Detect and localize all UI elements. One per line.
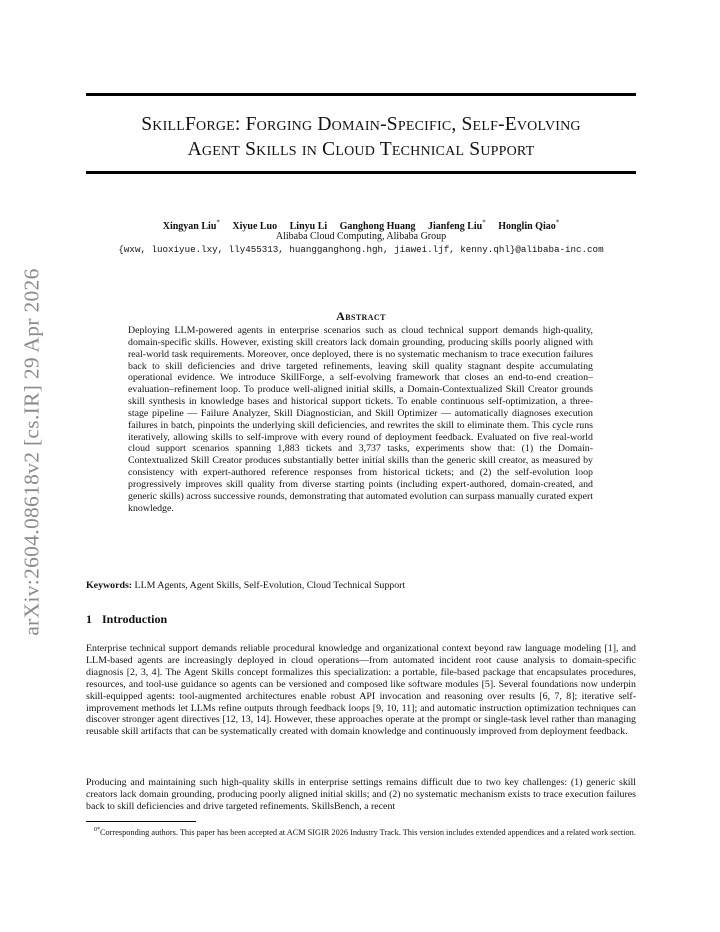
- keywords-label: Keywords:: [86, 580, 133, 591]
- author: Linyu Li: [289, 221, 328, 233]
- title-top-rule: [86, 93, 636, 96]
- title-line-2: Agent Skills in Cloud Technical Support: [187, 139, 535, 160]
- abstract-heading: Abstract: [336, 309, 386, 323]
- section-heading-introduction: [86, 612, 167, 627]
- affiliation: Alibaba Cloud Computing, Alibaba Group: [275, 231, 447, 242]
- footnote-mark: 0*: [94, 827, 100, 833]
- footnote-text: Corresponding authors. This paper has been accepted at ACM SIGIR 2026 Industry Track. This version includes extended appendices and a related work section.: [100, 827, 636, 837]
- section-title: Introduction: [102, 612, 168, 626]
- section-number: 1: [86, 612, 92, 626]
- author: Ganghong Huang: [339, 221, 416, 233]
- author: Xiyue Luo: [232, 221, 278, 233]
- intro-paragraph-2: Producing and maintaining such high-quality skills in enterprise settings remains difficult due to two key challenges: (1) generic skill creators lack domain grounding, producing poorly aligned initial skills; and (2) no systematic mechanism exists to trace execution failures back to skill deficiencies and drive targeted refinements. SkillsBench, a recent: [86, 777, 636, 812]
- title-bottom-rule: [86, 171, 636, 174]
- abstract-body: Deploying LLM-powered agents in enterprise scenarios such as cloud technical support demands high-quality, domain-specific skills. However, existing skill creators lack domain grounding, producing skills poorly aligned with real-world task requirements. Moreover, once deployed, there is no systematic mechanism to trace execution failures back to skill deficiencies and drive targeted refinements, leaving skill quality stagnant despite accumulating operational evidence. We introduce SkillForge, a self-evolving framework that closes an end-to-end creation–evaluation–refinement loop. To produce well-aligned initial skills, a Domain-Contextualized Skill Creator grounds skill synthesis in knowledge bases and historical support tickets. To enable continuous self-optimization, a three-stage pipeline — Failure Analyzer, Skill Diagnostician, and Skill Optimizer — automatically diagnoses execution failures in batch, pinpoints the underlying skill deficiencies, and rewrites the skill to eliminate them. This cycle runs iteratively, allowing skills to self-improve with every round of deployment feedback. Evaluated on five real-world cloud support scenarios spanning 1,883 tickets and 3,737 tasks, experiments show that: (1) the Domain-Contextualized Skill Creator produces substantially better initial skills than the generic skill creator, as measured by consistency with expert-authored reference responses from historical tickets; and (2) the self-evolution loop progressively improves skill quality from diverse starting points (including expert-authored, domain-created, and generic skills) across successive rounds, demonstrating that automated evolution can surpass manually curated expert knowledge.: [128, 325, 593, 514]
- author: Honglin Qiao*: [498, 219, 560, 233]
- intro-paragraph-1: Enterprise technical support demands reliable procedural knowledge and organizational context beyond raw language modeling [1], and LLM-based agents are increasingly deployed in cloud operations—from automated incident root cause analysis to domain-specific diagnosis [2, 3, 4]. The Agent Skills concept formalizes this specialization: a portable, file-based package that encapsulates procedures, resources, and tool-use guidance so agents can be versioned and composed like software modules [5]. Several foundations now underpin skill-equipped agents: tool-augmented architectures enable robust API invocation and reasoning over results [6, 7, 8]; iterative self-improvement methods let LLMs refine outputs through feedback loops [9, 10, 11]; and automatic instruction optimization techniques can discover stronger agent directives [12, 13, 14]. However, these approaches operate at the prompt or single-task level rather than managing reusable skill artifacts that can be systematically created with domain knowledge and continuously improved from deployment feedback.: [86, 643, 636, 738]
- title-line-1: SkillForge: Forging Domain-Specific, Self-Evolving: [141, 114, 581, 135]
- author: Xingyan Liu*: [162, 219, 220, 233]
- keywords-line: [86, 580, 636, 592]
- arxiv-identifier-stamp: [14, 262, 50, 642]
- author: Jianfeng Liu*: [428, 219, 486, 233]
- arxiv-identifier-text: arXiv:2604.08618v2 [cs.IR] 29 Apr 2026: [19, 268, 44, 636]
- paper-title: [86, 112, 636, 162]
- author-emails: {wxw, luoxiyue.lxy, lly455313, huangganghong.hgh, jiawei.ljf, kenny.qhl}@alibaba-inc.com: [118, 244, 604, 255]
- footnote-rule: [86, 821, 196, 822]
- keywords-text: LLM Agents, Agent Skills, Self-Evolution, Cloud Technical Support: [134, 580, 406, 591]
- footnote: [86, 825, 636, 838]
